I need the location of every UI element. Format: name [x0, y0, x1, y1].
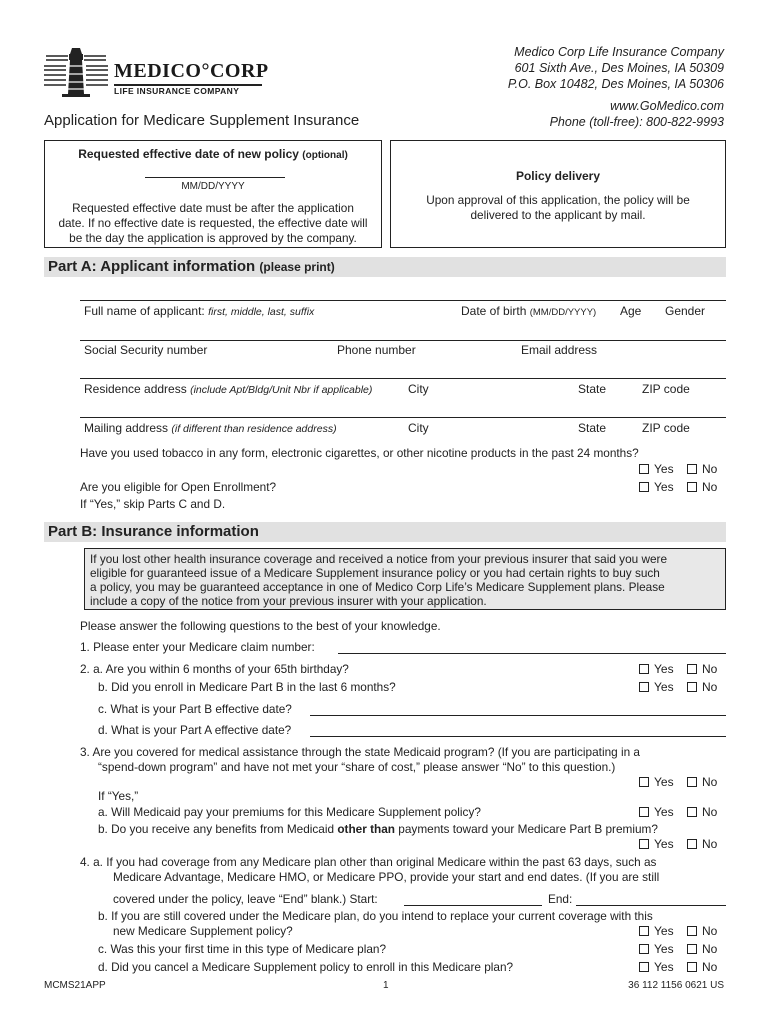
q2a-no-checkbox[interactable]: No	[687, 662, 717, 676]
guaranteed-issue-notice: If you lost other health insurance coverage and received a notice from your previous insurer that said you were eligible for guaranteed issue of a Medicare Supplement insurance policy or you had certain rights to buy such a policy, you may be guaranteed acceptance in one of Medico Corp Life’s Medicare Supplement plans. Please include a copy of the notice from your previous insurer with your application.	[84, 548, 726, 610]
q2b-question: b. Did you enroll in Medicare Part B in the last 6 months?	[98, 680, 396, 694]
q3b-no-checkbox[interactable]: No	[687, 837, 717, 851]
tobacco-question: Have you used tobacco in any form, electronic cigarettes, or other nicotine products in the past 24 months?	[80, 446, 639, 460]
open-enrollment-no-checkbox[interactable]: No	[687, 480, 717, 494]
part-b-header: Part B: Insurance information	[44, 522, 726, 542]
q4d-question: d. Did you cancel a Medicare Supplement policy to enroll in this Medicare plan?	[98, 960, 514, 974]
open-enrollment-question: Are you eligible for Open Enrollment?	[80, 480, 277, 494]
company-subtitle: LIFE INSURANCE COMPANY	[114, 86, 240, 96]
policy-delivery-text: Upon approval of this application, the policy will be delivered to the applicant by mail.	[426, 193, 690, 222]
q4a-end-label: End:	[548, 892, 573, 906]
q2b-no-checkbox[interactable]: No	[687, 680, 717, 694]
mailing-address-label: Mailing address (if different than residence address)	[84, 421, 337, 435]
q2c-question: c. What is your Part B effective date?	[98, 702, 292, 716]
contact-info-field[interactable]	[80, 340, 726, 341]
q3a-yes-checkbox[interactable]: Yes	[639, 805, 674, 819]
q1-medicare-claim-number: 1. Please enter your Medicare claim number:	[80, 640, 315, 654]
address-line: 601 Sixth Ave., Des Moines, IA 50309	[514, 61, 724, 75]
residence-address-label: Residence address (include Apt/Bldg/Unit Nbr if applicable)	[84, 382, 373, 396]
q2a-question: 2. a. Are you within 6 months of your 65th birthday?	[80, 662, 349, 676]
q3-no-checkbox[interactable]: No	[687, 775, 717, 789]
q4a-question-cont: Medicare Advantage, Medicare HMO, or Medicare PPO, provide your start and end dates. (If you are still	[113, 870, 660, 884]
q2b-yes-checkbox[interactable]: Yes	[639, 680, 674, 694]
q3a-no-checkbox[interactable]: No	[687, 805, 717, 819]
q3a-question: a. Will Medicaid pay your premiums for this Medicare Supplement policy?	[98, 805, 481, 819]
page-number: 1	[383, 980, 389, 991]
effective-date-box	[44, 140, 382, 248]
mailing-address-field[interactable]	[80, 417, 726, 418]
q3-question: 3. Are you covered for medical assistance through the state Medicaid program? (If you are participating in a	[80, 745, 640, 759]
q3b-question: b. Do you receive any benefits from Medicaid other than payments toward your Medicare Part B premium?	[98, 822, 658, 836]
date-format-hint: MM/DD/YYYY	[181, 181, 245, 192]
full-name-label: Full name of applicant: first, middle, last, suffix	[84, 304, 315, 318]
email-label: Email address	[521, 343, 598, 357]
tobacco-yes-checkbox[interactable]: Yes	[639, 462, 674, 476]
website-link[interactable]: www.GoMedico.com	[610, 99, 724, 113]
lighthouse-logo-icon	[44, 44, 108, 100]
phone-number: Phone (toll-free): 800-822-9993	[549, 115, 724, 129]
form-id-code: 36 112 1156 0621 US	[628, 980, 724, 991]
state-label: State	[578, 421, 607, 435]
coverage-start-date-field[interactable]	[404, 905, 542, 906]
part-a-header: Part A: Applicant information (please print)	[44, 257, 726, 277]
part-a-effective-date-field[interactable]	[310, 736, 726, 737]
ssn-label: Social Security number	[84, 343, 208, 357]
age-label: Age	[620, 304, 642, 318]
policy-delivery-box	[390, 140, 726, 248]
q4a-start-label: covered under the policy, leave “End” blank.) Start:	[113, 892, 378, 906]
open-enrollment-note: If “Yes,” skip Parts C and D.	[80, 497, 226, 511]
state-label: State	[578, 382, 607, 396]
address-line: Medico Corp Life Insurance Company	[514, 45, 724, 59]
residence-address-field[interactable]	[80, 378, 726, 379]
gender-label: Gender	[665, 304, 706, 318]
q3b-yes-checkbox[interactable]: Yes	[639, 837, 674, 851]
zip-label: ZIP code	[642, 421, 690, 435]
company-name: MEDICO°CORP	[114, 60, 269, 82]
applicant-name-field[interactable]	[80, 300, 726, 301]
effective-date-note: Requested effective date must be after the application date. If no effective date is requested, the effective date will be the day the application is approved by the company.	[58, 201, 368, 245]
company-logo	[44, 44, 274, 100]
q2d-question: d. What is your Part A effective date?	[98, 723, 292, 737]
q2a-yes-checkbox[interactable]: Yes	[639, 662, 674, 676]
part-b-effective-date-field[interactable]	[310, 715, 726, 716]
q3-yes-checkbox[interactable]: Yes	[639, 775, 674, 789]
policy-delivery-heading: Policy delivery	[515, 169, 601, 183]
q3-question-cont: “spend-down program” and have not met your “share of cost,” please answer “No” to this question.)	[98, 760, 616, 774]
zip-label: ZIP code	[642, 382, 690, 396]
open-enrollment-yes-checkbox[interactable]: Yes	[639, 480, 674, 494]
q3-if-yes: If “Yes,”	[98, 789, 139, 803]
coverage-end-date-field[interactable]	[576, 905, 726, 906]
company-contact	[550, 98, 724, 130]
city-label: City	[408, 382, 429, 396]
q4b-yes-checkbox[interactable]: Yes	[639, 924, 674, 938]
effective-date-heading: Requested effective date of new policy (optional)	[78, 147, 348, 161]
q4c-yes-checkbox[interactable]: Yes	[639, 942, 674, 956]
q4c-no-checkbox[interactable]: No	[687, 942, 717, 956]
q4c-question: c. Was this your first time in this type of Medicare plan?	[98, 942, 387, 956]
part-b-intro: Please answer the following questions to the best of your knowledge.	[80, 619, 441, 633]
city-label: City	[408, 421, 429, 435]
q4b-no-checkbox[interactable]: No	[687, 924, 717, 938]
phone-label: Phone number	[337, 343, 416, 357]
address-line: P.O. Box 10482, Des Moines, IA 50306	[507, 77, 724, 91]
dob-label: Date of birth (MM/DD/YYYY)	[461, 304, 597, 318]
effective-date-field[interactable]	[145, 177, 285, 178]
q4b-question: b. If you are still covered under the Medicare plan, do you intend to replace your current coverage with this	[98, 909, 653, 923]
form-code: MCMS21APP	[44, 980, 106, 991]
q4a-question: 4. a. If you had coverage from any Medicare plan other than original Medicare within the past 63 days, such as	[80, 855, 657, 869]
q4b-question-cont: new Medicare Supplement policy?	[113, 924, 293, 938]
document-title: Application for Medicare Supplement Insurance	[44, 112, 360, 129]
tobacco-no-checkbox[interactable]: No	[687, 462, 717, 476]
company-address	[508, 44, 724, 92]
q4d-yes-checkbox[interactable]: Yes	[639, 960, 674, 974]
medicare-claim-number-field[interactable]	[338, 653, 726, 654]
q4d-no-checkbox[interactable]: No	[687, 960, 717, 974]
